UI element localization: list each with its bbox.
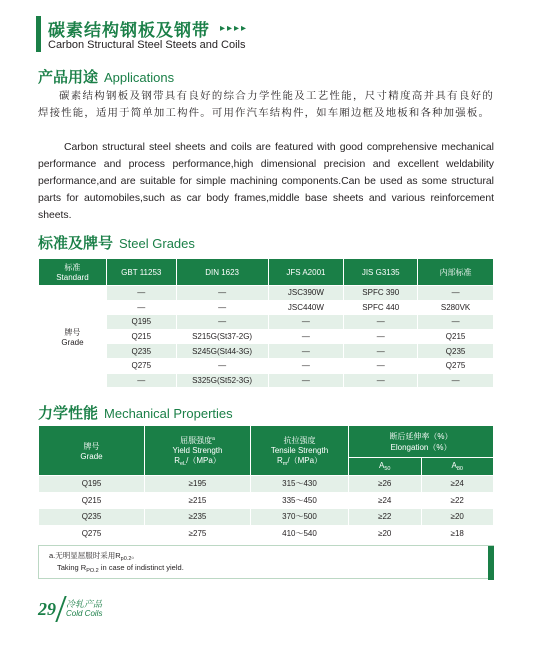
table-row [39,509,494,526]
table-cell: ≥24 [349,492,422,509]
table-cell: — [268,358,344,373]
table-cell: Q235 [39,509,145,526]
header-accent-bar [36,16,41,52]
table-cell: — [418,315,494,330]
table-cell: ≥26 [349,476,422,493]
footnote-accent-bar [488,546,494,580]
table-cell: — [344,358,418,373]
table-cell: — [176,300,268,315]
grade-label-cn: 牌号 [64,327,81,337]
yield-unit-subscript: eL [179,460,187,467]
table-cell: — [176,286,268,301]
table-cell: Q215 [39,492,145,509]
footer-label-en: Cold Coils [66,609,103,618]
grades-header-row [39,259,494,286]
tensile-unit-subscript: m [282,460,288,467]
table-cell: Q195 [106,315,176,330]
tensile-header [251,426,349,476]
table-cell: ≥18 [421,525,494,542]
table-cell: S215G(St37-2G) [176,329,268,344]
table-cell: — [418,286,494,301]
table-cell: — [268,315,344,330]
tensile-header-cn: 抗拉强度 [283,435,316,445]
table-cell: — [106,300,176,315]
applications-heading-en: Applications [104,70,175,85]
a50-symbol: A [379,461,385,470]
col-header-jfs: JFS A2001 [268,259,344,286]
mechanical-properties-table [38,425,494,542]
applications-paragraph-en: Carbon structural steel sheets and coils are featured with good comprehensive mechanical performance and process performance,high dimensional precision and excellent weldability performance,and are suitable for simple machining components.Can be used as some structural parts for automobiles,such as car body frames,middle base sheets and various reinforcement sheets. [38,142,494,221]
table-cell: Q275 [39,525,145,542]
footnote-cn-end: 。 [131,551,139,560]
yield-header-cn-text: 屈服强度 [180,435,213,445]
mechanical-heading [38,402,233,423]
tensile-unit-text: /（MPa） [287,455,323,465]
grade-header-cn: 牌号 [83,441,100,451]
table-cell: ≥22 [349,509,422,526]
grade-label-en: Grade [61,337,84,347]
table-cell: SPFC 440 [344,300,418,315]
yield-unit-symbol: R [174,455,180,465]
table-cell: ≥215 [145,492,251,509]
table-cell: 370～500 [251,509,349,526]
elongation-header-cn: 断后延伸率（%） [389,431,453,441]
table-cell: 410～540 [251,525,349,542]
table-row [39,373,494,388]
table-cell: ≥24 [421,476,494,493]
yield-header-en: Yield Strength [172,445,223,455]
table-cell: ≥275 [145,525,251,542]
tensile-header-unit [251,455,348,467]
mech-header-row-1 [39,426,494,458]
table-cell: Q275 [106,358,176,373]
standard-header-cn: 标准 [64,263,81,272]
a50-subscript: 50 [384,466,391,472]
table-row [39,525,494,542]
col-header-jis: JIS G3135 [344,259,418,286]
table-cell: Q275 [418,358,494,373]
table-cell: — [418,373,494,388]
grades-heading [38,232,195,253]
a80-header [421,458,494,476]
col-header-din: DIN 1623 [176,259,268,286]
page-footer [38,596,102,622]
col-header-gbt: GBT 11253 [106,259,176,286]
table-cell: Q215 [418,329,494,344]
standard-header-en: Standard [56,273,89,282]
table-cell: ≥20 [421,509,494,526]
table-cell: S325G(St52-3G) [176,373,268,388]
table-cell: SPFC 390 [344,286,418,301]
footer-slash-divider [55,596,66,622]
table-cell: — [344,315,418,330]
grade-header [39,426,145,476]
table-cell: — [268,344,344,359]
table-cell: Q235 [106,344,176,359]
footnote-cn-subscript: p0.2 [120,556,132,562]
arrows-icon: ▸▸▸▸ [220,23,249,34]
col-header-internal: 内部标准 [418,259,494,286]
footnote-en [57,563,184,574]
a50-header [349,458,422,476]
footnote-en-subscript: PO.2 [86,568,99,574]
tensile-unit-symbol: R [276,455,283,465]
applications-heading [38,66,174,87]
table-cell: — [106,373,176,388]
yield-header-cn [145,435,250,446]
table-row [39,286,494,301]
table-row [39,476,494,493]
table-cell: — [176,315,268,330]
footnote-cn [49,550,139,562]
table-row [39,329,494,344]
table-row [39,358,494,373]
footnote-en-end: in case of indistinct yield. [98,563,184,572]
table-cell: Q235 [418,344,494,359]
table-cell: — [344,373,418,388]
header-subtitle: Carbon Structural Steel Steets and Coils [48,39,246,51]
table-row [39,344,494,359]
grades-heading-cn: 标准及牌号 [38,235,114,252]
yield-unit-text: /（MPa） [186,455,221,465]
yield-footnote-marker: a [212,435,215,442]
table-row [39,300,494,315]
table-cell: Q215 [106,329,176,344]
footnote-en-text: Taking R [57,563,87,572]
table-cell: — [176,358,268,373]
table-cell: JSC390W [268,286,344,301]
table-cell: — [106,286,176,301]
table-cell: JSC440W [268,300,344,315]
elongation-header [349,426,494,458]
table-cell: S280VK [418,300,494,315]
applications-heading-cn: 产品用途 [38,69,99,86]
table-cell: — [268,373,344,388]
yield-header [145,426,251,476]
mechanical-heading-en: Mechanical Properties [104,406,233,421]
table-cell: 315～430 [251,476,349,493]
table-cell: 335～450 [251,492,349,509]
table-cell: — [344,329,418,344]
table-row [39,315,494,330]
table-cell: Q195 [39,476,145,493]
header-title-row [48,16,248,41]
tensile-header-en: Tensile Strength [270,445,329,455]
table-cell: — [268,329,344,344]
footer-section-label [66,599,102,619]
table-row [39,492,494,509]
table-cell: ≥20 [349,525,422,542]
grade-header-en: Grade [80,451,103,461]
grades-heading-en: Steel Grades [119,236,195,251]
table-cell: ≥235 [145,509,251,526]
page-number: 29 [38,598,56,619]
table-cell: — [344,344,418,359]
footnote-box [38,545,494,579]
footer-label-cn: 冷轧产品 [66,599,103,609]
a80-symbol: A [451,461,457,470]
table-cell: S245G(St44-3G) [176,344,268,359]
mechanical-heading-cn: 力学性能 [38,405,99,422]
standard-header [39,259,107,286]
grade-label-cell [39,286,107,388]
elongation-header-en: Elongation（%） [390,442,452,452]
a80-subscript: 80 [456,466,463,472]
applications-paragraph-cn: 碳素结构钢板及钢带具有良好的综合力学性能及工艺性能，尺寸精度高并具有良好的焊接性能，适用于简单加工构件。可用作汽车结构件，如车厢边框及地板和各种加强板。 [38,91,494,119]
table-cell: ≥22 [421,492,494,509]
table-cell: ≥195 [145,476,251,493]
steel-grades-table [38,258,494,388]
header-title: 碳素结构钢板及钢带 [48,21,210,40]
yield-header-unit [145,455,250,467]
footnote-cn-text: a.无明显屈服时采用R [49,551,121,560]
